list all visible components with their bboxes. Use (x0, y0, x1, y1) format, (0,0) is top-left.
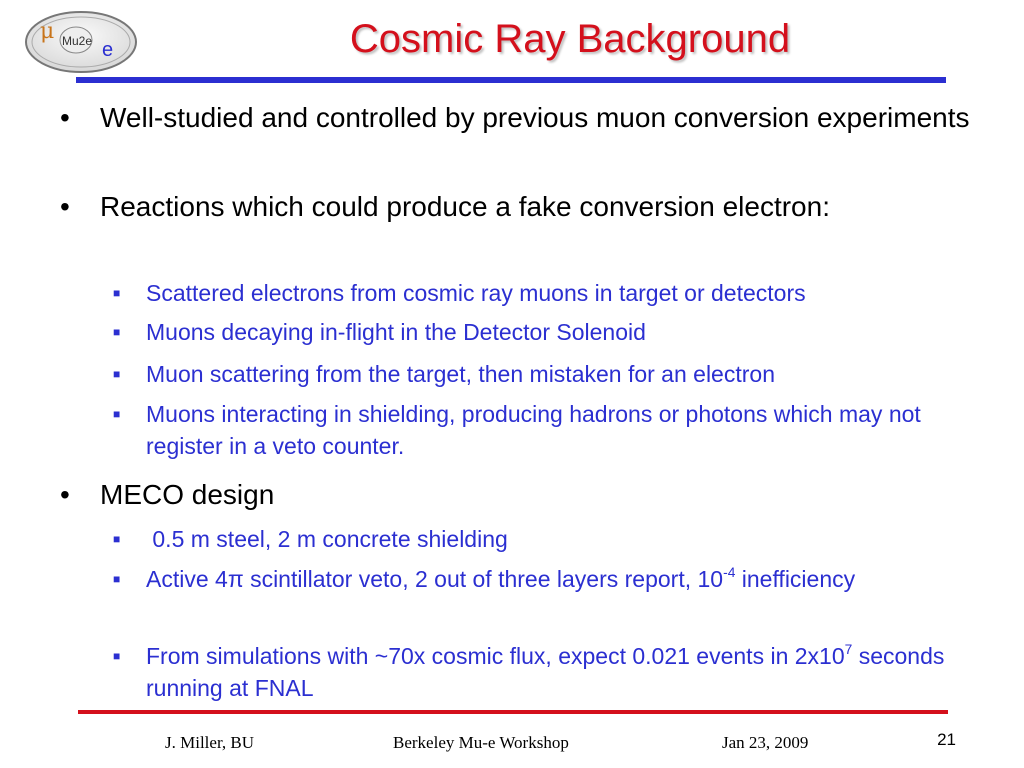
mu2e-logo (24, 10, 138, 74)
logo-mu: μ (40, 19, 55, 44)
sub-bullet-item (113, 640, 973, 704)
footer-date: Jan 23, 2009 (722, 733, 809, 752)
bullet-item (60, 189, 980, 225)
sub-bullet-marker: ■ (113, 532, 121, 546)
bullet-item (60, 100, 980, 136)
bullet-text: Reactions which could produce a fake conversion electron: (100, 191, 830, 222)
sub-bullet-marker: ■ (113, 649, 121, 663)
page-number: 21 (937, 730, 956, 749)
sub-bullet-marker: ■ (113, 572, 121, 586)
logo-text: Mu2e (62, 34, 93, 48)
sub-bullet-text: 0.5 m steel, 2 m concrete shielding (146, 526, 508, 552)
superscript: -4 (723, 564, 736, 580)
sub-bullet-text: Muons decaying in-flight in the Detector Solenoid (146, 319, 646, 345)
bullet-item (60, 477, 980, 513)
sub-bullet-item (113, 563, 973, 595)
bullet-marker: • (60, 191, 70, 222)
bullet-text: Well-studied and controlled by previous muon conversion experiments (100, 102, 970, 133)
sub-bullet-text-part: seconds running at FNAL (146, 643, 945, 701)
sub-bullet-text-part: Active 4π scintillator veto, 2 out of three layers report, 10 (146, 566, 724, 592)
bullet-marker: • (60, 479, 70, 510)
superscript: 7 (844, 641, 853, 657)
slide-title: Cosmic Ray Background (349, 17, 791, 61)
sub-bullet-text-part: inefficiency (735, 566, 856, 592)
sub-bullet-item (113, 523, 973, 555)
sub-bullet-marker: ■ (113, 286, 121, 300)
footer-rule (78, 710, 948, 714)
sub-bullet-item (113, 277, 973, 309)
footer-author: J. Miller, BU (165, 733, 255, 752)
logo-e: e (102, 39, 114, 61)
sub-bullet-text-part: From simulations with ~70x cosmic flux, expect 0.021 events in 2x10 (146, 643, 845, 669)
sub-bullet-item (113, 358, 973, 390)
sub-bullet-marker: ■ (113, 407, 121, 421)
bullet-marker: • (60, 102, 70, 133)
sub-bullet-marker: ■ (113, 367, 121, 381)
footer-event: Berkeley Mu-e Workshop (393, 733, 569, 752)
sub-bullet-text: Muon scattering from the target, then mistaken for an electron (146, 361, 775, 387)
sub-bullet-item (113, 316, 973, 348)
sub-bullet-text: Scattered electrons from cosmic ray muons in target or detectors (146, 280, 806, 306)
sub-bullet-text (146, 563, 973, 595)
bullet-text: MECO design (100, 479, 275, 510)
title-underline (76, 77, 946, 83)
sub-bullet-marker: ■ (113, 325, 121, 339)
sub-bullet-text (146, 640, 973, 704)
sub-bullet-text: Muons interacting in shielding, producing hadrons or photons which may not register in a veto counter. (146, 401, 921, 459)
sub-bullet-item (113, 398, 973, 462)
